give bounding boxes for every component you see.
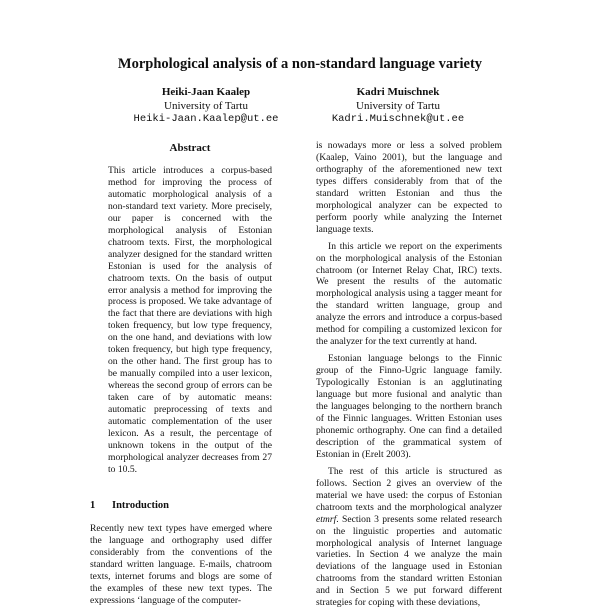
- left-column-lower: [90, 500, 272, 607]
- abstract-body: [108, 165, 272, 476]
- body-paragraph: In this article we report on the experiments on the morphological analysis of the Estonian chatroom (or Internet Relay Chat, IRC) texts. We present the results of the automatic morphological analysis using a tagger meant for the standard written language, group and analyze the errors and introduce a corpus-based method for compiling a customized lexicon for the analyzer for the text currently at hand.: [316, 240, 502, 348]
- author-name: Heiki-Jaan Kaalep: [161, 86, 251, 98]
- tool-name: etmrf: [316, 513, 337, 525]
- author-email[interactable]: Heiki-Jaan.Kaalep@ut.ee: [133, 113, 279, 125]
- body-paragraph: Recently new text types have emerged where the language and orthography used differ considerably from the conventions of the standard written language. E-mails, chatroom texts, internet forums and blogs are some of the examples of these new text types. The expressions ‘language of the computer-: [90, 522, 272, 606]
- paper-title: Morphological analysis of a non-standard language variety: [117, 56, 483, 72]
- section-heading: [90, 500, 272, 512]
- text-run: The rest of this article is structured as follows. Section 2 gives an overview of the material we have used: the corpus of Estonian chatroom texts and the morphological analyzer: [316, 465, 502, 513]
- body-paragraph: is nowadays more or less a solved problem (Kaalep, Vaino 2001), but the language and orthography of the aforementioned new text types differs considerably from that of the standard written Estonian and thus the morphological analyzer can be expected to perform poorly while analyzing the Internet language texts.: [316, 140, 502, 235]
- abstract-paragraph: This article introduces a corpus-based method for improving the process of automatic morphological analysis of a non-standard text variety. More precisely, our paper is concerned with the morphological analysis of Estonian chatroom texts. First, the morphological analyzer designed for the standard written Estonian is used for the analysis of chatroom texts. On the basis of output error analysis a method for improving the process is proposed. We take advantage of the fact that there are deviations with high token frequency, but low type frequency, on the one hand, and deviations with low token frequency, but high type frequency, on the other hand. The first group has to be manually compiled into a user lexicon, whereas the second group of errors can be taken care of by automatic means: automatic preprocessing of texts and automatic complementation of the user lexicon. As a result, the percentage of unknown tokens in the output of the morphological analyzer decreases from 27 to 10.5.: [108, 165, 272, 475]
- author-block-1: [106, 86, 306, 127]
- abstract-heading: Abstract: [169, 142, 211, 154]
- section-number: 1: [90, 500, 96, 511]
- right-column: [316, 140, 502, 609]
- author-email[interactable]: Kadri.Muischnek@ut.ee: [331, 113, 465, 125]
- author-block-2: [298, 86, 498, 127]
- body-paragraph: Estonian language belongs to the Finnic group of the Finno-Ugric language family. Typologically Estonian is an agglutinating language but more fusional and analytic than the languages belonging to the northern branch of the Finnic languages. Written Estonian uses phonemic orthography. One can find a detailed description of the grammatical system of Estonian in (Erelt 2003).: [316, 353, 502, 460]
- body-paragraph: [316, 466, 502, 609]
- author-name: Kadri Muischnek: [356, 86, 440, 98]
- author-affiliation: University of Tartu: [164, 99, 248, 112]
- section-title: Introduction: [112, 500, 169, 511]
- text-run: . Section 3 presents some related research on the linguistic properties and automatic morphological analysis of Internet language varieties. In Section 4 we analyze the main deviations of the language used in Estonian chatrooms from the standard written Estonian and in Section 5 we put forward different strategies for coping with these deviations,: [316, 513, 502, 609]
- author-affiliation: University of Tartu: [356, 99, 440, 112]
